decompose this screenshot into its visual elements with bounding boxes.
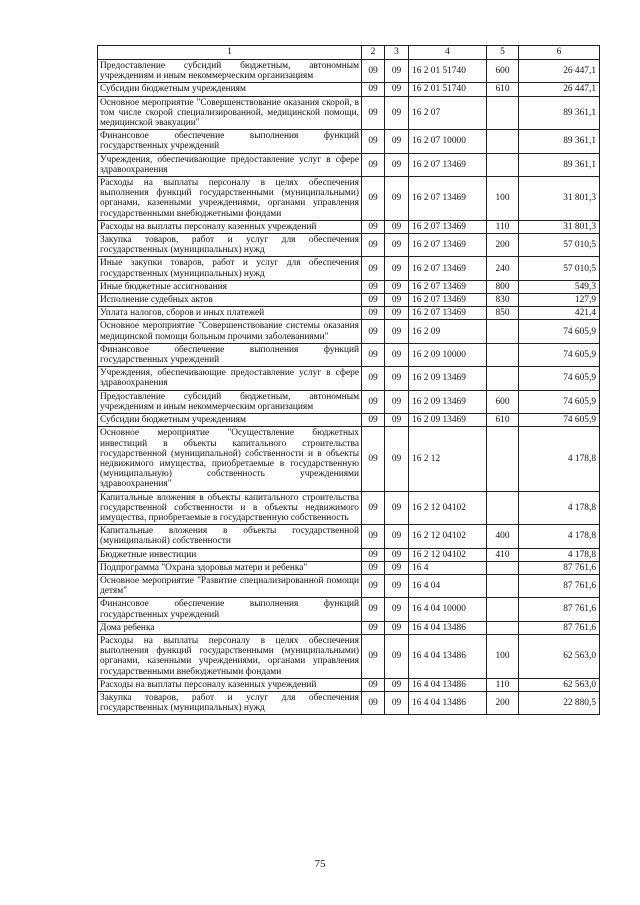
row-section-code: 09 <box>362 280 385 293</box>
row-target-article: 16 4 <box>409 561 487 574</box>
row-amount: 89 361,1 <box>519 96 600 130</box>
row-amount: 89 361,1 <box>519 153 600 176</box>
table-row <box>98 234 600 257</box>
table-row <box>98 561 600 574</box>
row-expense-type: 610 <box>487 83 519 96</box>
row-target-article: 16 2 07 13469 <box>409 234 487 257</box>
row-amount: 62 563,0 <box>519 634 600 678</box>
row-description: Основное мероприятие "Развитие специализированной помощи детям" <box>98 574 362 597</box>
table-row <box>98 343 600 366</box>
row-expense-type: 100 <box>487 177 519 221</box>
table-row <box>98 257 600 280</box>
row-subsection-code: 09 <box>385 691 409 714</box>
table-row <box>98 427 600 491</box>
row-target-article: 16 4 04 13486 <box>409 691 487 714</box>
row-subsection-code: 09 <box>385 561 409 574</box>
table-row <box>98 294 600 307</box>
table-row <box>98 525 600 548</box>
row-subsection-code: 09 <box>385 320 409 343</box>
row-description: Основное мероприятие "Совершенствование оказания скорой, в том числе скорой специализированной, медицинской помощи, медицинской эвакуации" <box>98 96 362 130</box>
row-subsection-code: 09 <box>385 621 409 634</box>
row-target-article: 16 2 12 04102 <box>409 525 487 548</box>
row-expense-type: 110 <box>487 678 519 691</box>
row-amount: 62 563,0 <box>519 678 600 691</box>
row-subsection-code: 09 <box>385 280 409 293</box>
row-subsection-code: 09 <box>385 177 409 221</box>
row-subsection-code: 09 <box>385 96 409 130</box>
row-subsection-code: 09 <box>385 367 409 390</box>
table-row <box>98 548 600 561</box>
row-target-article: 16 4 04 10000 <box>409 598 487 621</box>
row-target-article: 16 4 04 <box>409 574 487 597</box>
row-target-article: 16 2 09 10000 <box>409 343 487 366</box>
row-description: Уплата налогов, сборов и иных платежей <box>98 307 362 320</box>
row-expense-type: 850 <box>487 307 519 320</box>
row-section-code: 09 <box>362 390 385 413</box>
row-amount: 549,3 <box>519 280 600 293</box>
row-subsection-code: 09 <box>385 548 409 561</box>
row-section-code: 09 <box>362 130 385 153</box>
row-description: Дома ребенка <box>98 621 362 634</box>
row-amount: 87 761,6 <box>519 598 600 621</box>
row-amount: 74 605,9 <box>519 343 600 366</box>
row-description: Основное мероприятие "Осуществление бюджетных инвестиций в объекты капитального строительства государственной (муниципальной) собственности и в объекты недвижимого имущества, приобретаемые в государственную (муниципальную) собственность учреждениями здравоохранения" <box>98 427 362 491</box>
row-expense-type: 610 <box>487 414 519 427</box>
row-target-article: 16 2 07 13469 <box>409 280 487 293</box>
row-target-article: 16 2 12 <box>409 427 487 491</box>
table-row <box>98 60 600 83</box>
row-amount: 22 880,5 <box>519 691 600 714</box>
row-section-code: 09 <box>362 427 385 491</box>
row-subsection-code: 09 <box>385 343 409 366</box>
row-amount: 31 801,3 <box>519 177 600 221</box>
row-target-article: 16 4 04 13486 <box>409 634 487 678</box>
row-expense-type <box>487 427 519 491</box>
row-target-article: 16 2 07 <box>409 96 487 130</box>
row-subsection-code: 09 <box>385 294 409 307</box>
budget-table <box>97 45 600 715</box>
row-description: Субсидии бюджетным учреждениям <box>98 83 362 96</box>
row-description: Основное мероприятие "Совершенствование системы оказания медицинской помощи больным прочими заболеваниями" <box>98 320 362 343</box>
budget-table-body <box>98 46 600 715</box>
row-target-article: 16 4 04 13486 <box>409 621 487 634</box>
row-section-code: 09 <box>362 257 385 280</box>
row-amount: 89 361,1 <box>519 130 600 153</box>
row-expense-type <box>487 343 519 366</box>
table-row <box>98 598 600 621</box>
table-row <box>98 634 600 678</box>
row-subsection-code: 09 <box>385 598 409 621</box>
row-description: Иные бюджетные ассигнования <box>98 280 362 293</box>
row-subsection-code: 09 <box>385 307 409 320</box>
row-description: Предоставление субсидий бюджетным, автономным учреждениям и иным некоммерческим организациям <box>98 60 362 83</box>
table-row <box>98 96 600 130</box>
table-row <box>98 491 600 525</box>
table-row <box>98 414 600 427</box>
row-description: Предоставление субсидий бюджетным, автономным учреждениям и иным некоммерческим организациям <box>98 390 362 413</box>
row-subsection-code: 09 <box>385 390 409 413</box>
table-row <box>98 574 600 597</box>
row-description: Расходы на выплаты персоналу казенных учреждений <box>98 220 362 233</box>
row-section-code: 09 <box>362 234 385 257</box>
row-description: Субсидии бюджетным учреждениям <box>98 414 362 427</box>
row-amount: 127,9 <box>519 294 600 307</box>
table-row <box>98 220 600 233</box>
row-expense-type <box>487 598 519 621</box>
row-amount: 421,4 <box>519 307 600 320</box>
row-amount: 87 761,6 <box>519 561 600 574</box>
row-section-code: 09 <box>362 414 385 427</box>
row-description: Учреждения, обеспечивающие предоставление услуг в сфере здравоохранения <box>98 153 362 176</box>
row-subsection-code: 09 <box>385 130 409 153</box>
row-expense-type <box>487 574 519 597</box>
row-section-code: 09 <box>362 491 385 525</box>
row-amount: 26 447,1 <box>519 83 600 96</box>
row-amount: 74 605,9 <box>519 414 600 427</box>
row-target-article: 16 2 09 13469 <box>409 390 487 413</box>
table-row <box>98 280 600 293</box>
page-number: 75 <box>314 858 326 870</box>
row-amount: 4 178,8 <box>519 525 600 548</box>
row-section-code: 09 <box>362 561 385 574</box>
row-expense-type <box>487 491 519 525</box>
row-description: Расходы на выплаты персоналу в целях обеспечения выполнения функций государственными (муниципальными) органами, казенными учреждениями, органами управления государственными внебюджетными фондами <box>98 177 362 221</box>
row-target-article: 16 2 07 13469 <box>409 294 487 307</box>
row-expense-type <box>487 130 519 153</box>
row-section-code: 09 <box>362 621 385 634</box>
row-target-article: 16 2 07 10000 <box>409 130 487 153</box>
table-header-row <box>98 46 600 60</box>
row-section-code: 09 <box>362 177 385 221</box>
row-description: Бюджетные инвестиции <box>98 548 362 561</box>
row-amount: 74 605,9 <box>519 320 600 343</box>
row-expense-type <box>487 153 519 176</box>
row-expense-type: 240 <box>487 257 519 280</box>
row-section-code: 09 <box>362 60 385 83</box>
table-row <box>98 367 600 390</box>
row-subsection-code: 09 <box>385 525 409 548</box>
row-subsection-code: 09 <box>385 634 409 678</box>
table-row <box>98 307 600 320</box>
row-description: Финансовое обеспечение выполнения функций государственных учреждений <box>98 343 362 366</box>
row-amount: 74 605,9 <box>519 367 600 390</box>
header-cell-2: 2 <box>362 46 385 60</box>
table-row <box>98 390 600 413</box>
row-section-code: 09 <box>362 525 385 548</box>
row-subsection-code: 09 <box>385 427 409 491</box>
row-expense-type: 100 <box>487 634 519 678</box>
row-expense-type <box>487 367 519 390</box>
row-section-code: 09 <box>362 153 385 176</box>
row-section-code: 09 <box>362 367 385 390</box>
row-section-code: 09 <box>362 83 385 96</box>
row-subsection-code: 09 <box>385 574 409 597</box>
row-target-article: 16 2 07 13469 <box>409 307 487 320</box>
row-amount: 4 178,8 <box>519 427 600 491</box>
row-target-article: 16 2 12 04102 <box>409 491 487 525</box>
row-target-article: 16 2 09 13469 <box>409 414 487 427</box>
row-description: Финансовое обеспечение выполнения функций государственных учреждений <box>98 130 362 153</box>
row-section-code: 09 <box>362 634 385 678</box>
row-amount: 87 761,6 <box>519 621 600 634</box>
header-cell-5: 5 <box>487 46 519 60</box>
row-section-code: 09 <box>362 598 385 621</box>
row-expense-type: 800 <box>487 280 519 293</box>
row-description: Учреждения, обеспечивающие предоставление услуг в сфере здравоохранения <box>98 367 362 390</box>
row-expense-type: 830 <box>487 294 519 307</box>
row-section-code: 09 <box>362 548 385 561</box>
table-row <box>98 177 600 221</box>
row-subsection-code: 09 <box>385 83 409 96</box>
row-expense-type: 600 <box>487 390 519 413</box>
table-row <box>98 320 600 343</box>
row-target-article: 16 2 09 <box>409 320 487 343</box>
row-description: Иные закупки товаров, работ и услуг для обеспечения государственных (муниципальных) нужд <box>98 257 362 280</box>
row-description: Расходы на выплаты персоналу в целях обеспечения выполнения функций государственными (муниципальными) органами, казенными учреждениями, органами управления государственными внебюджетными фондами <box>98 634 362 678</box>
row-amount: 26 447,1 <box>519 60 600 83</box>
row-expense-type: 110 <box>487 220 519 233</box>
row-description: Финансовое обеспечение выполнения функций государственных учреждений <box>98 598 362 621</box>
row-amount: 74 605,9 <box>519 390 600 413</box>
row-expense-type: 200 <box>487 691 519 714</box>
row-description: Подпрограмма "Охрана здоровья матери и ребенка" <box>98 561 362 574</box>
table-row <box>98 130 600 153</box>
row-target-article: 16 2 07 13469 <box>409 177 487 221</box>
table-row <box>98 83 600 96</box>
row-expense-type <box>487 621 519 634</box>
row-amount: 87 761,6 <box>519 574 600 597</box>
row-target-article: 16 2 09 13469 <box>409 367 487 390</box>
row-description: Капитальные вложения в объекты капитального строительства государственной собственности и в объекты недвижимого имущества, приобретаемые в государственную собственность <box>98 491 362 525</box>
row-description: Исполнение судебных актов <box>98 294 362 307</box>
row-amount: 4 178,8 <box>519 491 600 525</box>
row-section-code: 09 <box>362 220 385 233</box>
row-section-code: 09 <box>362 96 385 130</box>
row-subsection-code: 09 <box>385 257 409 280</box>
row-target-article: 16 2 12 04102 <box>409 548 487 561</box>
row-expense-type <box>487 96 519 130</box>
row-expense-type: 600 <box>487 60 519 83</box>
row-expense-type: 400 <box>487 525 519 548</box>
table-row <box>98 153 600 176</box>
row-amount: 31 801,3 <box>519 220 600 233</box>
row-amount: 57 010,5 <box>519 257 600 280</box>
row-expense-type: 200 <box>487 234 519 257</box>
row-subsection-code: 09 <box>385 491 409 525</box>
row-section-code: 09 <box>362 678 385 691</box>
row-target-article: 16 2 07 13469 <box>409 153 487 176</box>
row-subsection-code: 09 <box>385 153 409 176</box>
row-subsection-code: 09 <box>385 414 409 427</box>
row-description: Закупка товаров, работ и услуг для обеспечения государственных (муниципальных) нужд <box>98 234 362 257</box>
table-row <box>98 621 600 634</box>
row-subsection-code: 09 <box>385 678 409 691</box>
row-amount: 4 178,8 <box>519 548 600 561</box>
row-target-article: 16 4 04 13486 <box>409 678 487 691</box>
row-section-code: 09 <box>362 320 385 343</box>
header-cell-3: 3 <box>385 46 409 60</box>
row-subsection-code: 09 <box>385 220 409 233</box>
table-row <box>98 691 600 714</box>
row-expense-type: 410 <box>487 548 519 561</box>
row-section-code: 09 <box>362 307 385 320</box>
row-section-code: 09 <box>362 574 385 597</box>
row-subsection-code: 09 <box>385 60 409 83</box>
row-description: Закупка товаров, работ и услуг для обеспечения государственных (муниципальных) нужд <box>98 691 362 714</box>
row-expense-type <box>487 320 519 343</box>
row-description: Капитальные вложения в объекты государственной (муниципальной) собственности <box>98 525 362 548</box>
header-cell-1: 1 <box>98 46 362 60</box>
row-section-code: 09 <box>362 294 385 307</box>
row-target-article: 16 2 07 13469 <box>409 220 487 233</box>
table-row <box>98 678 600 691</box>
row-target-article: 16 2 01 51740 <box>409 60 487 83</box>
row-subsection-code: 09 <box>385 234 409 257</box>
row-target-article: 16 2 07 13469 <box>409 257 487 280</box>
row-description: Расходы на выплаты персоналу казенных учреждений <box>98 678 362 691</box>
row-amount: 57 010,5 <box>519 234 600 257</box>
row-section-code: 09 <box>362 691 385 714</box>
row-section-code: 09 <box>362 343 385 366</box>
header-cell-6: 6 <box>519 46 600 60</box>
header-cell-4: 4 <box>409 46 487 60</box>
row-expense-type <box>487 561 519 574</box>
row-target-article: 16 2 01 51740 <box>409 83 487 96</box>
